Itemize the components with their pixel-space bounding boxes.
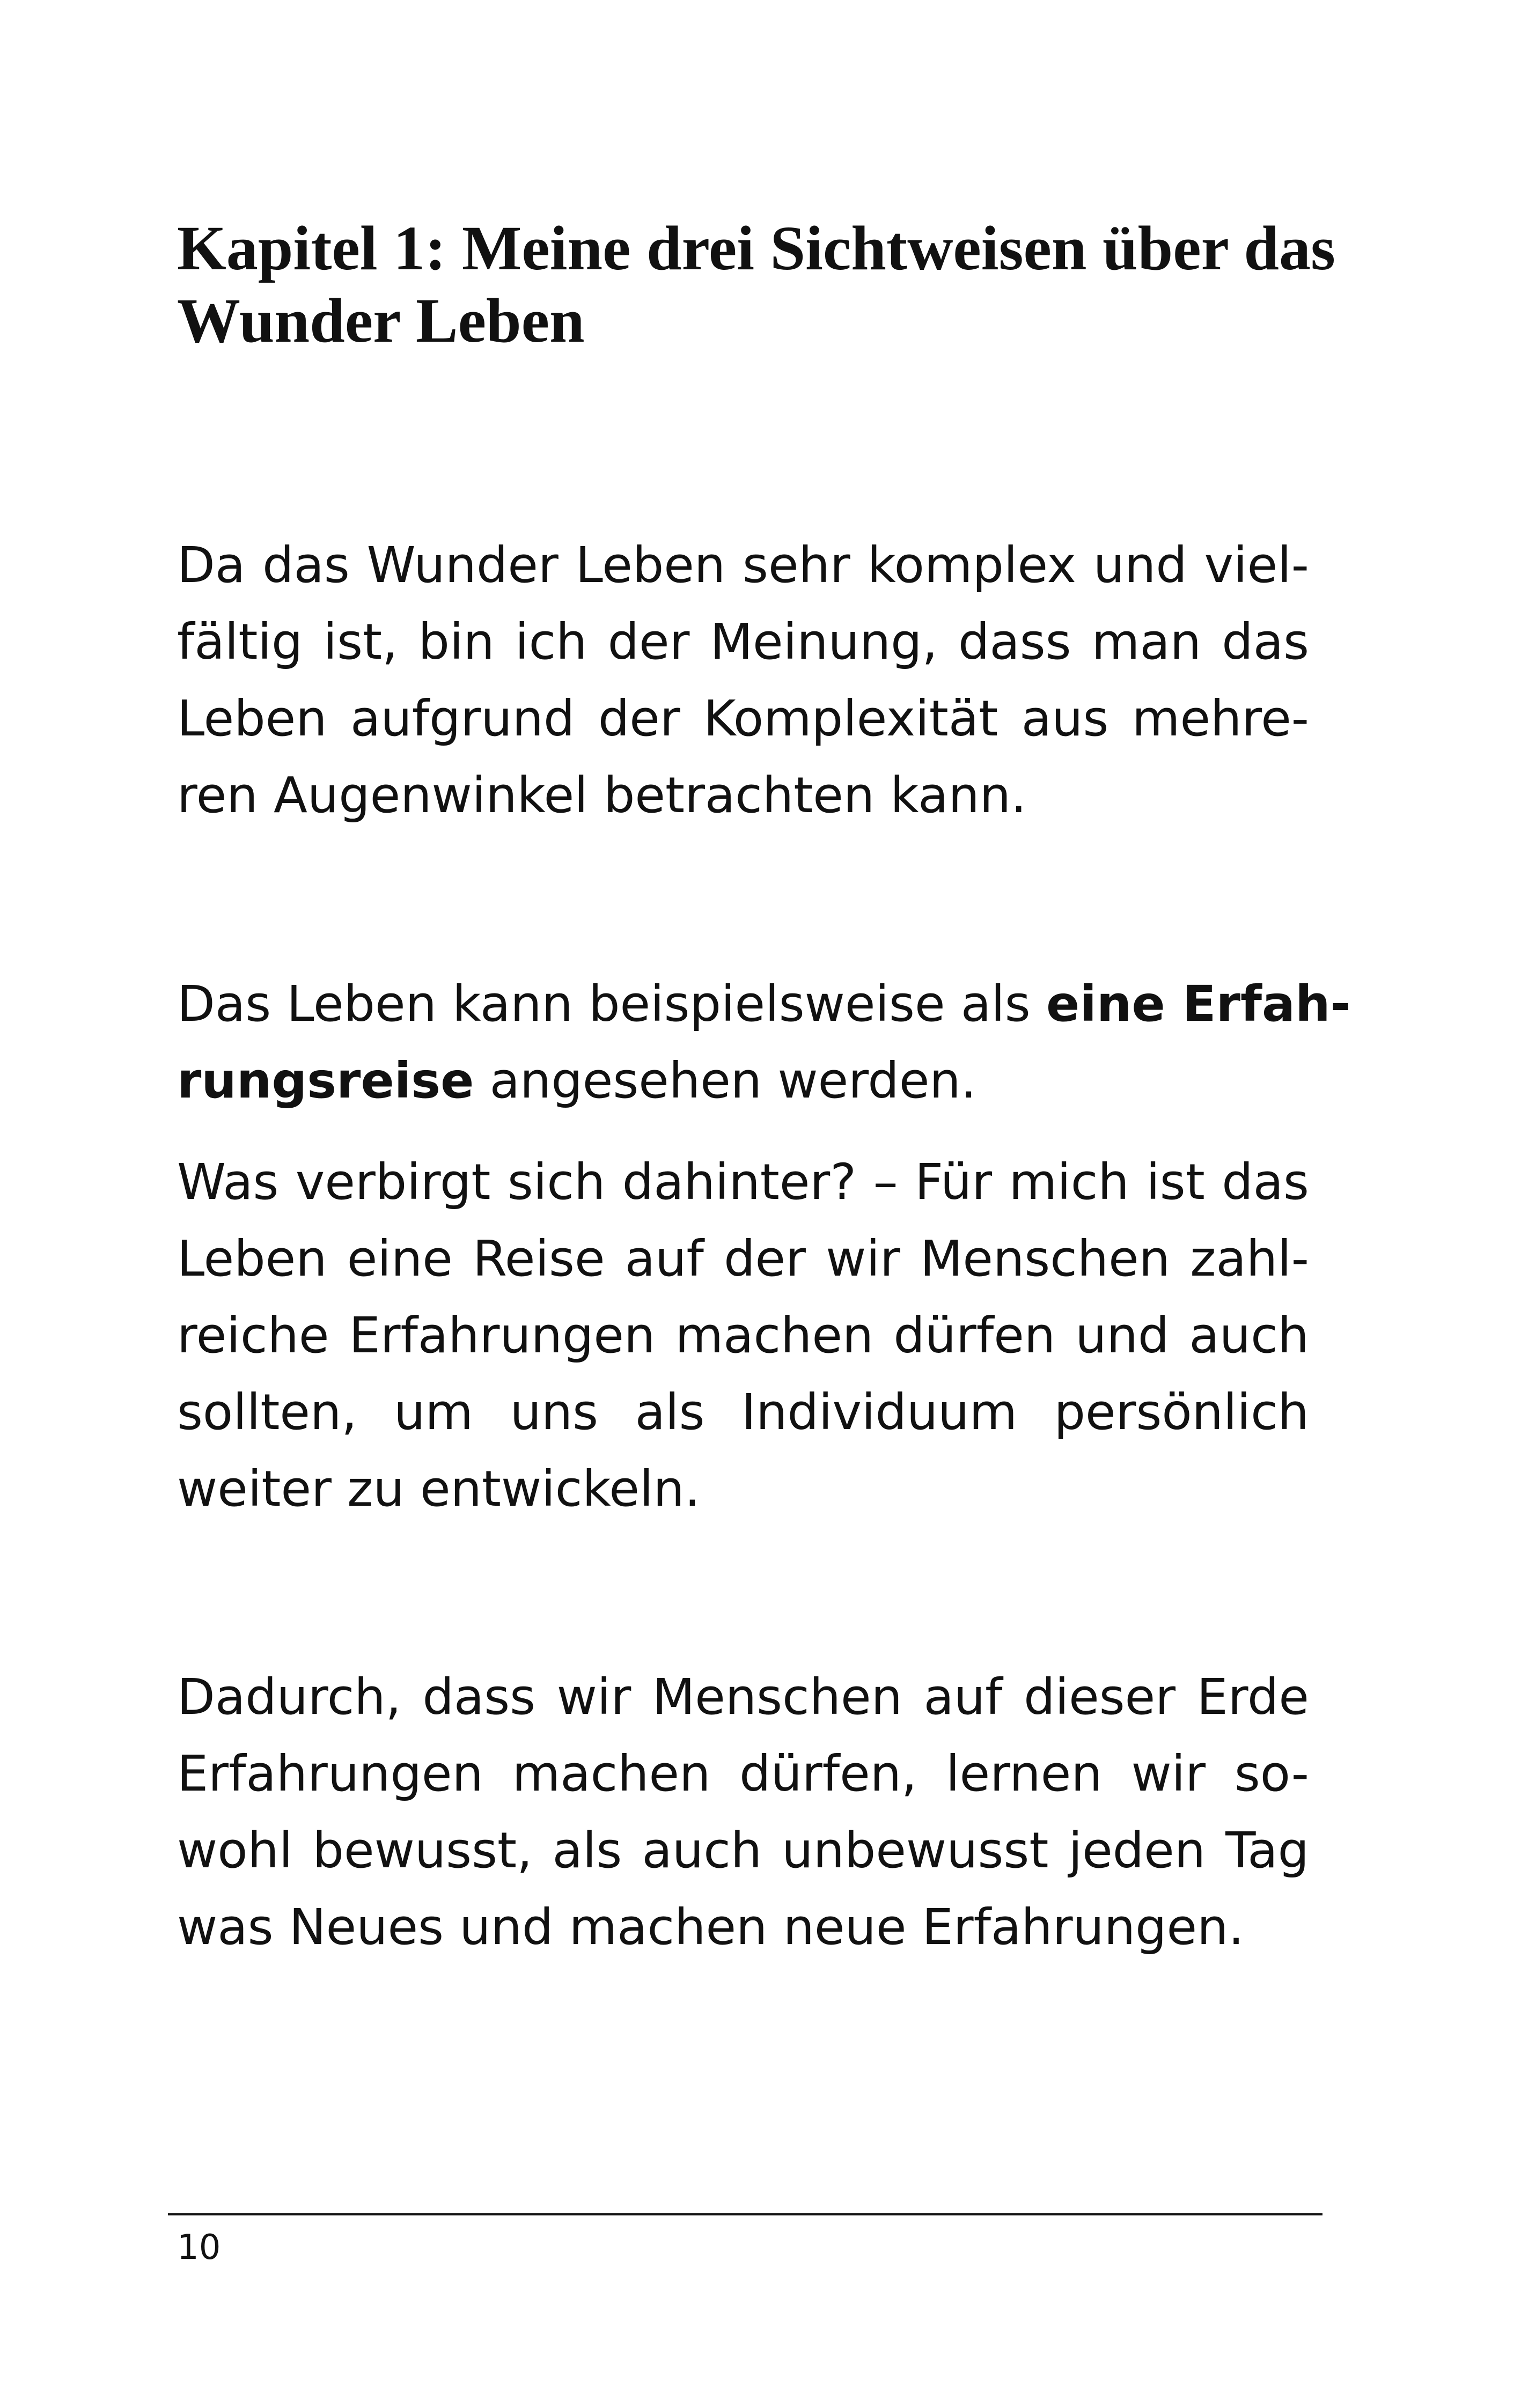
chapter-title — [177, 212, 1357, 357]
paragraph-line: was Neues und machen neue Erfahrungen. — [177, 1898, 1244, 1956]
paragraph-line — [177, 966, 1351, 1042]
paragraph-line: weiter zu entwickeln. — [177, 1460, 701, 1518]
paragraph-2 — [177, 966, 1351, 1119]
text-run: Das Leben kann beispielsweise als — [177, 975, 1046, 1033]
paragraph-1 — [177, 527, 1309, 834]
paragraph-line: Was verbirgt sich dahinter? – Für mich ist das — [177, 1153, 1309, 1211]
paragraph-line: Erfahrungen machen dürfen, lernen wir so- — [177, 1745, 1309, 1802]
paragraph-line: Leben aufgrund der Komplexität aus mehre- — [177, 690, 1309, 747]
footer-divider — [168, 2213, 1322, 2215]
paragraph-line: sollten, um uns als Individuum persönlich — [177, 1383, 1309, 1441]
paragraph-line: ren Augenwinkel betrachten kann. — [177, 767, 1027, 824]
text-run: angesehen werden. — [474, 1052, 976, 1109]
paragraph-line — [177, 1042, 1309, 1119]
paragraph-line: wohl bewusst, als auch unbewusst jeden Tag — [177, 1822, 1309, 1879]
paragraph-4 — [177, 1659, 1309, 1965]
paragraph-line: Leben eine Reise auf der wir Menschen zahl- — [177, 1230, 1309, 1287]
paragraph-line: Dadurch, dass wir Menschen auf dieser Erde — [177, 1668, 1309, 1726]
chapter-title-line-1: Kapitel 1: Meine drei Sichtweisen über das — [177, 213, 1335, 283]
paragraph-line: Da das Wunder Leben sehr komplex und viel- — [177, 536, 1309, 594]
page-number: 10 — [177, 2228, 221, 2267]
chapter-title-line-2: Wunder Leben — [177, 285, 585, 356]
paragraph-3 — [177, 1144, 1309, 1527]
paragraph-line: fältig ist, bin ich der Meinung, dass man das — [177, 613, 1309, 671]
bold-text-run: rungsreise — [177, 1052, 474, 1109]
paragraph-line: reiche Erfahrungen machen dürfen und auch — [177, 1307, 1309, 1364]
bold-text-run: eine Erfah- — [1046, 975, 1351, 1033]
